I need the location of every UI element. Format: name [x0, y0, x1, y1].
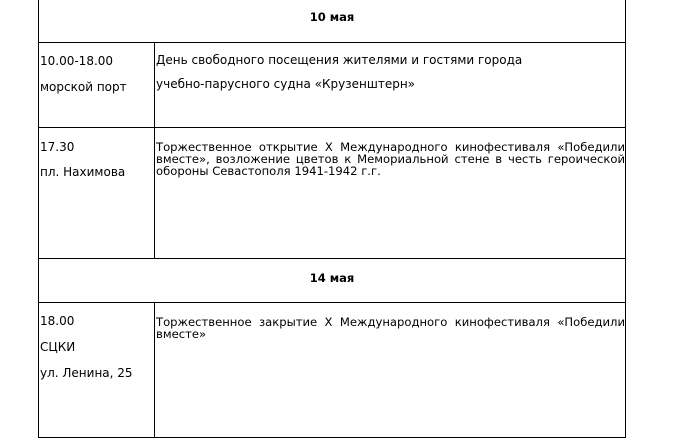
event-time: 17.30	[40, 140, 75, 154]
column-divider	[154, 302, 155, 438]
event-description-line: учебно-парусного судна «Крузенштерн»	[156, 77, 416, 91]
date-header-10-may: 10 мая	[309, 10, 355, 24]
event-place: ул. Ленина, 25	[40, 366, 133, 380]
event-description-line: Торжественное закрытие X Международного кинофестиваля «Победили	[156, 315, 625, 329]
schedule-table	[38, 0, 626, 438]
event-description-line: День свободного посещения жителями и гостями города	[156, 53, 523, 67]
column-divider	[154, 127, 155, 258]
event-time-place-cell	[40, 54, 152, 94]
event-time-place-cell	[40, 140, 152, 179]
event-description-line: вместе»	[156, 327, 207, 341]
date-header-14-may: 14 мая	[309, 271, 355, 285]
event-description-cell	[156, 54, 625, 90]
event-place: пл. Нахимова	[40, 165, 126, 179]
event-time-place-cell	[40, 314, 152, 380]
event-time: 10.00-18.00	[40, 54, 114, 68]
event-place: СЦКИ	[40, 340, 76, 354]
row-divider	[39, 302, 625, 303]
row-divider	[39, 127, 625, 128]
event-place: морской порт	[40, 80, 127, 94]
event-description-cell	[156, 316, 625, 340]
event-description-line: обороны Севастополя 1941-1942 г.г.	[156, 164, 381, 178]
event-time: 18.00	[40, 314, 75, 328]
row-divider	[39, 42, 625, 43]
event-description-cell	[156, 141, 625, 177]
event-description-line: Торжественное открытие X Международного кинофестиваля «Победили	[156, 140, 625, 154]
event-description-line: вместе», возложение цветов к Мемориальной стене в честь героической	[156, 152, 625, 166]
column-divider	[154, 42, 155, 127]
row-divider	[39, 258, 625, 259]
